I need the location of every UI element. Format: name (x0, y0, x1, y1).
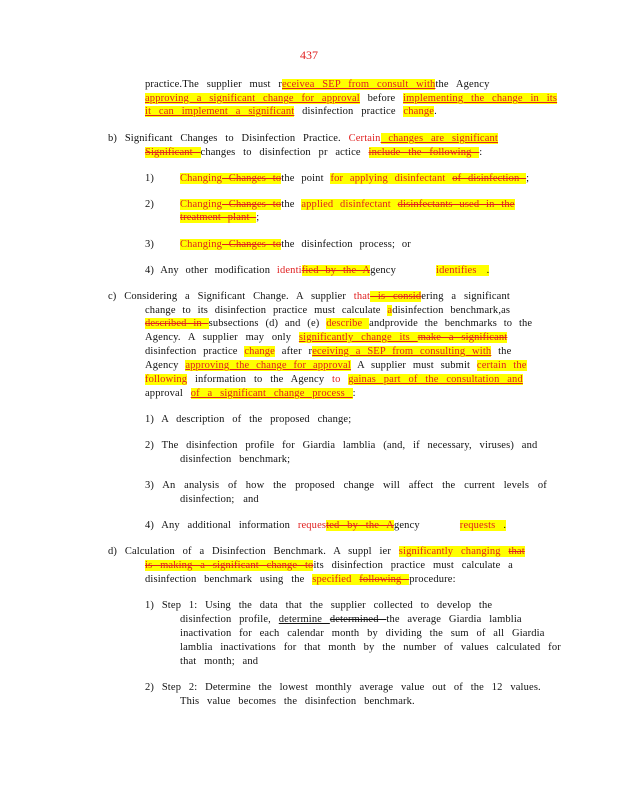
c-item-1: 1) A description of the proposed change; (145, 414, 352, 425)
b-item-4: 4) Any other modification identified by the Agency identifies . (145, 265, 490, 276)
d-step-1-line-2: disinfection profile, determine determined the average Giardia lamblia (180, 614, 522, 625)
section-c-line-2: change to its disinfection practice must calculate adisinfection benchmark,as (145, 305, 511, 316)
d-step-1-line-4: lamblia inactivations for that month by the number of values calculated for (180, 642, 561, 653)
d-step-1: 1) Step 1: Using the data that the supplier collected to develop the (145, 600, 493, 611)
c-item-2: 2) The disinfection profile for Giardia lamblia (and, if necessary, viruses) and (145, 440, 538, 451)
section-c-heading: c) Considering a Significant Change. A supplier that is considering a significant (108, 291, 510, 302)
d-step-2: 2) Step 2: Determine the lowest monthly average value out of the 12 values. (145, 682, 541, 693)
c-item-4: 4) Any additional information requested by the Agency requests . (145, 520, 507, 531)
section-d-line-3: disinfection benchmark using the specified following procedure: (145, 574, 456, 585)
b-item-1: 1) Changing Changes tothe point for applying disinfectant of disinfection ; (145, 173, 530, 184)
c-item-3-cont: disinfection; and (180, 494, 259, 505)
d-step-2-line-2: This value becomes the disinfection benchmark. (180, 696, 415, 707)
section-c-line-7: following information to the Agency to gainas part of the consultation and (145, 374, 523, 385)
section-c-line-3: described in subsections (d) and (e) describe andprovide the benchmarks to the (145, 318, 533, 329)
section-d-heading: d) Calculation of a Disinfection Benchmark. A suppl ier significantly changing that (108, 546, 525, 557)
section-c-line-5: disinfection practice change after receiving a SEP from consulting with the (145, 346, 512, 357)
section-c-line-8: approval of a significant change process : (145, 388, 356, 399)
section-b-line-2: Significant changes to disinfection pr actice include the following : (145, 147, 483, 158)
page-number: 437 (300, 48, 318, 62)
intro-line-3: it can implement a significant disinfection practice change. (145, 106, 437, 117)
section-d-line-2: is making a significant change toits disinfection practice must calculate a (145, 560, 513, 571)
intro-line-2: approving a significant change for approval before implementing the change in its (145, 93, 558, 104)
b-item-2-cont: treatment plant ; (180, 212, 260, 223)
section-c-line-4: Agency. A supplier may only significantly change its make a significant (145, 332, 508, 343)
c-item-3: 3) An analysis of how the proposed change will affect the current levels of (145, 480, 547, 491)
c-item-2-cont: disinfection benchmark; (180, 454, 291, 465)
section-c-line-6: Agency approving the change for approval A supplier must submit certain the (145, 360, 527, 371)
intro-line-1: practice.The supplier must receivea SEP from consult withthe Agency (145, 79, 490, 90)
d-step-1-line-3: inactivation for each calendar month by dividing the sum of all Giardia (180, 628, 545, 639)
d-step-1-line-5: that month; and (180, 656, 259, 667)
b-item-2: 2) Changing Changes tothe applied disinfectant disinfectants used in the (145, 199, 515, 210)
section-b-heading: b) Significant Changes to Disinfection Practice. Certain changes are significant (108, 133, 498, 144)
b-item-3: 3) Changing Changes tothe disinfection process; or (145, 239, 411, 250)
